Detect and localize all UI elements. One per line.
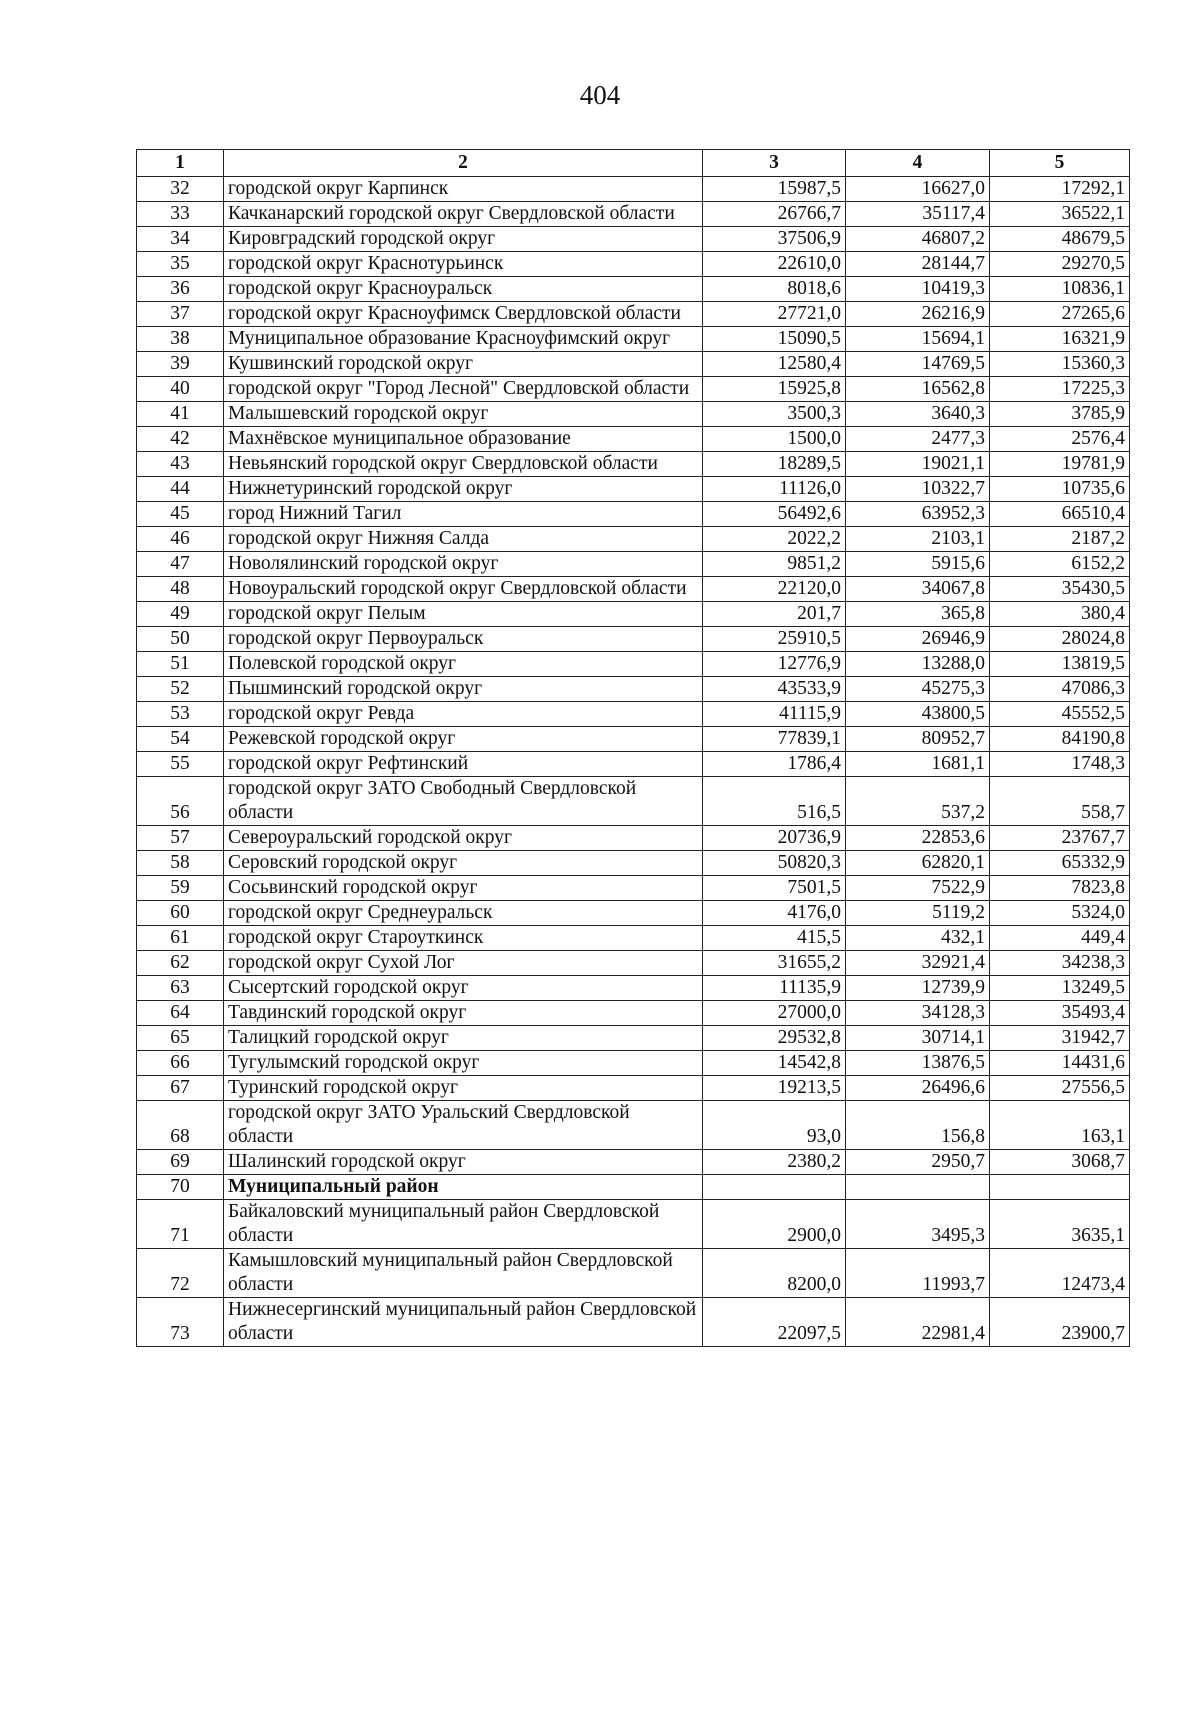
value-col-4: 22853,6 — [846, 826, 990, 851]
table-row — [137, 1249, 1130, 1298]
value-col-5: 5324,0 — [990, 901, 1130, 926]
table-row — [137, 1150, 1130, 1175]
row-number: 35 — [137, 252, 224, 277]
value-col-3: 7501,5 — [703, 876, 846, 901]
row-number: 52 — [137, 677, 224, 702]
table-row — [137, 727, 1130, 752]
row-number: 40 — [137, 377, 224, 402]
value-col-3: 15925,8 — [703, 377, 846, 402]
value-col-4 — [846, 1175, 990, 1200]
value-col-3: 8200,0 — [703, 1249, 846, 1298]
value-col-5: 1748,3 — [990, 752, 1130, 777]
page-number: 404 — [579, 80, 621, 110]
value-col-3: 20736,9 — [703, 826, 846, 851]
municipality-name: Невьянский городской округ Свердловской области — [224, 452, 703, 477]
municipality-name: Режевской городской округ — [224, 727, 703, 752]
municipality-name: городской округ Первоуральск — [224, 627, 703, 652]
municipality-name: городской округ Рефтинский — [224, 752, 703, 777]
row-number: 59 — [137, 876, 224, 901]
column-header-2: 2 — [224, 150, 703, 177]
value-col-3: 29532,8 — [703, 1026, 846, 1051]
row-number: 58 — [137, 851, 224, 876]
value-col-4: 26216,9 — [846, 302, 990, 327]
row-number: 65 — [137, 1026, 224, 1051]
value-col-4: 11993,7 — [846, 1249, 990, 1298]
value-col-4: 22981,4 — [846, 1298, 990, 1347]
value-col-4: 26496,6 — [846, 1076, 990, 1101]
value-col-5: 23767,7 — [990, 826, 1130, 851]
value-col-5: 23900,7 — [990, 1298, 1130, 1347]
value-col-5 — [990, 1175, 1130, 1200]
value-col-3 — [703, 1175, 846, 1200]
table-row — [137, 227, 1130, 252]
value-col-5: 36522,1 — [990, 202, 1130, 227]
value-col-4: 14769,5 — [846, 352, 990, 377]
municipality-name: городской округ Красноуфимск Свердловской области — [224, 302, 703, 327]
table-row — [137, 577, 1130, 602]
value-col-4: 1681,1 — [846, 752, 990, 777]
table-row — [137, 1175, 1130, 1200]
value-col-5: 2187,2 — [990, 527, 1130, 552]
row-number: 63 — [137, 976, 224, 1001]
value-col-5: 31942,7 — [990, 1026, 1130, 1051]
value-col-4: 13876,5 — [846, 1051, 990, 1076]
table-row — [137, 1298, 1130, 1347]
municipality-name: городской округ Среднеуральск — [224, 901, 703, 926]
value-col-4: 16627,0 — [846, 177, 990, 202]
municipality-name: Сосьвинский городской округ — [224, 876, 703, 901]
value-col-5: 45552,5 — [990, 702, 1130, 727]
value-col-5: 17292,1 — [990, 177, 1130, 202]
value-col-3: 43533,9 — [703, 677, 846, 702]
table-row — [137, 177, 1130, 202]
table-row — [137, 352, 1130, 377]
value-col-3: 415,5 — [703, 926, 846, 951]
value-col-4: 2103,1 — [846, 527, 990, 552]
value-col-5: 3068,7 — [990, 1150, 1130, 1175]
value-col-4: 15694,1 — [846, 327, 990, 352]
table-row — [137, 252, 1130, 277]
row-number: 71 — [137, 1200, 224, 1249]
value-col-3: 4176,0 — [703, 901, 846, 926]
municipality-name: Кировградский городской округ — [224, 227, 703, 252]
municipality-name: Малышевский городской округ — [224, 402, 703, 427]
municipality-name: городской округ ЗАТО Уральский Свердловской области — [224, 1101, 703, 1150]
table-row — [137, 527, 1130, 552]
table-row — [137, 677, 1130, 702]
table-row — [137, 702, 1130, 727]
municipality-name: Кушвинский городской округ — [224, 352, 703, 377]
municipality-name: Шалинский городской округ — [224, 1150, 703, 1175]
row-number: 68 — [137, 1101, 224, 1150]
municipality-name: город Нижний Тагил — [224, 502, 703, 527]
value-col-4: 3495,3 — [846, 1200, 990, 1249]
municipality-name: Байкаловский муниципальный район Свердловской области — [224, 1200, 703, 1249]
value-col-4: 12739,9 — [846, 976, 990, 1001]
municipality-name: Серовский городской округ — [224, 851, 703, 876]
value-col-3: 22610,0 — [703, 252, 846, 277]
value-col-4: 45275,3 — [846, 677, 990, 702]
table-row — [137, 826, 1130, 851]
value-col-3: 11135,9 — [703, 976, 846, 1001]
municipality-name: Нижнесергинский муниципальный район Свердловской области — [224, 1298, 703, 1347]
value-col-3: 516,5 — [703, 777, 846, 826]
value-col-4: 35117,4 — [846, 202, 990, 227]
column-header-3: 3 — [703, 150, 846, 177]
municipality-name: Талицкий городской округ — [224, 1026, 703, 1051]
municipality-name: Новоуральский городской округ Свердловской области — [224, 577, 703, 602]
table-row — [137, 652, 1130, 677]
table-row — [137, 452, 1130, 477]
table-row — [137, 402, 1130, 427]
table-row — [137, 901, 1130, 926]
column-header-1: 1 — [137, 150, 224, 177]
value-col-4: 80952,7 — [846, 727, 990, 752]
table-row — [137, 477, 1130, 502]
table-body — [137, 177, 1130, 1347]
value-col-5: 7823,8 — [990, 876, 1130, 901]
municipality-name: Туринский городской округ — [224, 1076, 703, 1101]
row-number: 47 — [137, 552, 224, 577]
row-number: 50 — [137, 627, 224, 652]
value-col-5: 380,4 — [990, 602, 1130, 627]
value-col-5: 558,7 — [990, 777, 1130, 826]
value-col-3: 2022,2 — [703, 527, 846, 552]
municipality-name: Махнёвское муниципальное образование — [224, 427, 703, 452]
value-col-5: 16321,9 — [990, 327, 1130, 352]
value-col-5: 34238,3 — [990, 951, 1130, 976]
municipality-name: городской округ Нижняя Салда — [224, 527, 703, 552]
row-number: 36 — [137, 277, 224, 302]
table-row — [137, 202, 1130, 227]
row-number: 54 — [137, 727, 224, 752]
row-number: 49 — [137, 602, 224, 627]
value-col-3: 25910,5 — [703, 627, 846, 652]
row-number: 38 — [137, 327, 224, 352]
value-col-5: 163,1 — [990, 1101, 1130, 1150]
table-row — [137, 951, 1130, 976]
row-number: 39 — [137, 352, 224, 377]
row-number: 46 — [137, 527, 224, 552]
table-row — [137, 976, 1130, 1001]
value-col-5: 47086,3 — [990, 677, 1130, 702]
municipality-name: Пышминский городской округ — [224, 677, 703, 702]
row-number: 37 — [137, 302, 224, 327]
municipality-name: Муниципальный район — [224, 1175, 703, 1200]
value-col-4: 34128,3 — [846, 1001, 990, 1026]
municipality-name: городской округ Староуткинск — [224, 926, 703, 951]
municipality-name: Новолялинский городской округ — [224, 552, 703, 577]
table-row — [137, 1051, 1130, 1076]
value-col-4: 32921,4 — [846, 951, 990, 976]
value-col-3: 22120,0 — [703, 577, 846, 602]
table-row — [137, 302, 1130, 327]
value-col-4: 13288,0 — [846, 652, 990, 677]
row-number: 70 — [137, 1175, 224, 1200]
row-number: 43 — [137, 452, 224, 477]
row-number: 33 — [137, 202, 224, 227]
municipality-name: городской округ Карпинск — [224, 177, 703, 202]
table-row — [137, 277, 1130, 302]
value-col-4: 2477,3 — [846, 427, 990, 452]
municipality-name: Качканарский городской округ Свердловской области — [224, 202, 703, 227]
column-header-4: 4 — [846, 150, 990, 177]
table-row — [137, 851, 1130, 876]
value-col-4: 365,8 — [846, 602, 990, 627]
value-col-5: 65332,9 — [990, 851, 1130, 876]
value-col-5: 48679,5 — [990, 227, 1130, 252]
municipality-name: Нижнетуринский городской округ — [224, 477, 703, 502]
table-row — [137, 926, 1130, 951]
value-col-3: 37506,9 — [703, 227, 846, 252]
value-col-5: 12473,4 — [990, 1249, 1130, 1298]
value-col-5: 14431,6 — [990, 1051, 1130, 1076]
value-col-3: 22097,5 — [703, 1298, 846, 1347]
value-col-4: 537,2 — [846, 777, 990, 826]
row-number: 56 — [137, 777, 224, 826]
value-col-5: 27556,5 — [990, 1076, 1130, 1101]
value-col-4: 30714,1 — [846, 1026, 990, 1051]
row-number: 67 — [137, 1076, 224, 1101]
municipality-name: городской округ ЗАТО Свободный Свердловской области — [224, 777, 703, 826]
value-col-3: 12776,9 — [703, 652, 846, 677]
value-col-3: 11126,0 — [703, 477, 846, 502]
value-col-3: 9851,2 — [703, 552, 846, 577]
value-col-5: 35430,5 — [990, 577, 1130, 602]
value-col-3: 18289,5 — [703, 452, 846, 477]
value-col-4: 5915,6 — [846, 552, 990, 577]
row-number: 32 — [137, 177, 224, 202]
table-row — [137, 1026, 1130, 1051]
value-col-4: 10419,3 — [846, 277, 990, 302]
value-col-3: 50820,3 — [703, 851, 846, 876]
table-row — [137, 552, 1130, 577]
row-number: 55 — [137, 752, 224, 777]
value-col-4: 63952,3 — [846, 502, 990, 527]
municipality-name: Тугулымский городской округ — [224, 1051, 703, 1076]
table-row — [137, 876, 1130, 901]
value-col-4: 26946,9 — [846, 627, 990, 652]
table-row — [137, 752, 1130, 777]
row-number: 48 — [137, 577, 224, 602]
value-col-5: 449,4 — [990, 926, 1130, 951]
row-number: 51 — [137, 652, 224, 677]
value-col-3: 41115,9 — [703, 702, 846, 727]
value-col-3: 31655,2 — [703, 951, 846, 976]
value-col-4: 10322,7 — [846, 477, 990, 502]
value-col-3: 27721,0 — [703, 302, 846, 327]
value-col-3: 15987,5 — [703, 177, 846, 202]
value-col-3: 15090,5 — [703, 327, 846, 352]
municipality-name: Камышловский муниципальный район Свердловской области — [224, 1249, 703, 1298]
budget-table — [136, 149, 1130, 1347]
header-row — [137, 150, 1130, 177]
row-number: 61 — [137, 926, 224, 951]
municipality-name: городской округ Красноуральск — [224, 277, 703, 302]
table-row — [137, 427, 1130, 452]
value-col-5: 3635,1 — [990, 1200, 1130, 1249]
municipality-name: городской округ Сухой Лог — [224, 951, 703, 976]
municipality-name: Муниципальное образование Красноуфимский округ — [224, 327, 703, 352]
value-col-5: 15360,3 — [990, 352, 1130, 377]
value-col-4: 5119,2 — [846, 901, 990, 926]
value-col-5: 27265,6 — [990, 302, 1130, 327]
row-number: 73 — [137, 1298, 224, 1347]
value-col-4: 43800,5 — [846, 702, 990, 727]
value-col-4: 28144,7 — [846, 252, 990, 277]
value-col-4: 46807,2 — [846, 227, 990, 252]
value-col-3: 77839,1 — [703, 727, 846, 752]
value-col-3: 1786,4 — [703, 752, 846, 777]
row-number: 69 — [137, 1150, 224, 1175]
table-row — [137, 1001, 1130, 1026]
table-row — [137, 602, 1130, 627]
value-col-3: 8018,6 — [703, 277, 846, 302]
value-col-5: 28024,8 — [990, 627, 1130, 652]
table-row — [137, 1200, 1130, 1249]
value-col-5: 19781,9 — [990, 452, 1130, 477]
value-col-3: 26766,7 — [703, 202, 846, 227]
row-number: 66 — [137, 1051, 224, 1076]
value-col-3: 93,0 — [703, 1101, 846, 1150]
row-number: 53 — [137, 702, 224, 727]
column-header-5: 5 — [990, 150, 1130, 177]
value-col-4: 156,8 — [846, 1101, 990, 1150]
value-col-4: 16562,8 — [846, 377, 990, 402]
municipality-name: Сысертский городской округ — [224, 976, 703, 1001]
row-number: 34 — [137, 227, 224, 252]
value-col-4: 3640,3 — [846, 402, 990, 427]
value-col-3: 2380,2 — [703, 1150, 846, 1175]
value-col-5: 6152,2 — [990, 552, 1130, 577]
row-number: 44 — [137, 477, 224, 502]
row-number: 64 — [137, 1001, 224, 1026]
value-col-4: 432,1 — [846, 926, 990, 951]
table-row — [137, 1101, 1130, 1150]
table-row — [137, 327, 1130, 352]
municipality-name: городской округ Ревда — [224, 702, 703, 727]
row-number: 62 — [137, 951, 224, 976]
value-col-3: 14542,8 — [703, 1051, 846, 1076]
municipality-name: Тавдинский городской округ — [224, 1001, 703, 1026]
municipality-name: городской округ "Город Лесной" Свердловской области — [224, 377, 703, 402]
value-col-3: 19213,5 — [703, 1076, 846, 1101]
table-row — [137, 627, 1130, 652]
value-col-4: 7522,9 — [846, 876, 990, 901]
row-number: 60 — [137, 901, 224, 926]
value-col-5: 29270,5 — [990, 252, 1130, 277]
value-col-3: 2900,0 — [703, 1200, 846, 1249]
value-col-5: 13819,5 — [990, 652, 1130, 677]
value-col-5: 13249,5 — [990, 976, 1130, 1001]
value-col-5: 84190,8 — [990, 727, 1130, 752]
value-col-3: 56492,6 — [703, 502, 846, 527]
value-col-5: 2576,4 — [990, 427, 1130, 452]
table-row — [137, 777, 1130, 826]
value-col-5: 66510,4 — [990, 502, 1130, 527]
table-row — [137, 1076, 1130, 1101]
municipality-name: Североуральский городской округ — [224, 826, 703, 851]
municipality-name: городской округ Пелым — [224, 602, 703, 627]
municipality-name: Полевской городской округ — [224, 652, 703, 677]
value-col-3: 201,7 — [703, 602, 846, 627]
value-col-3: 12580,4 — [703, 352, 846, 377]
value-col-5: 3785,9 — [990, 402, 1130, 427]
table-row — [137, 502, 1130, 527]
value-col-3: 3500,3 — [703, 402, 846, 427]
value-col-3: 27000,0 — [703, 1001, 846, 1026]
row-number: 42 — [137, 427, 224, 452]
row-number: 45 — [137, 502, 224, 527]
row-number: 41 — [137, 402, 224, 427]
municipality-name: городской округ Краснотурьинск — [224, 252, 703, 277]
row-number: 57 — [137, 826, 224, 851]
value-col-4: 19021,1 — [846, 452, 990, 477]
value-col-4: 62820,1 — [846, 851, 990, 876]
value-col-4: 34067,8 — [846, 577, 990, 602]
value-col-5: 10735,6 — [990, 477, 1130, 502]
value-col-5: 35493,4 — [990, 1001, 1130, 1026]
value-col-3: 1500,0 — [703, 427, 846, 452]
row-number: 72 — [137, 1249, 224, 1298]
value-col-5: 17225,3 — [990, 377, 1130, 402]
value-col-4: 2950,7 — [846, 1150, 990, 1175]
table-row — [137, 377, 1130, 402]
value-col-5: 10836,1 — [990, 277, 1130, 302]
